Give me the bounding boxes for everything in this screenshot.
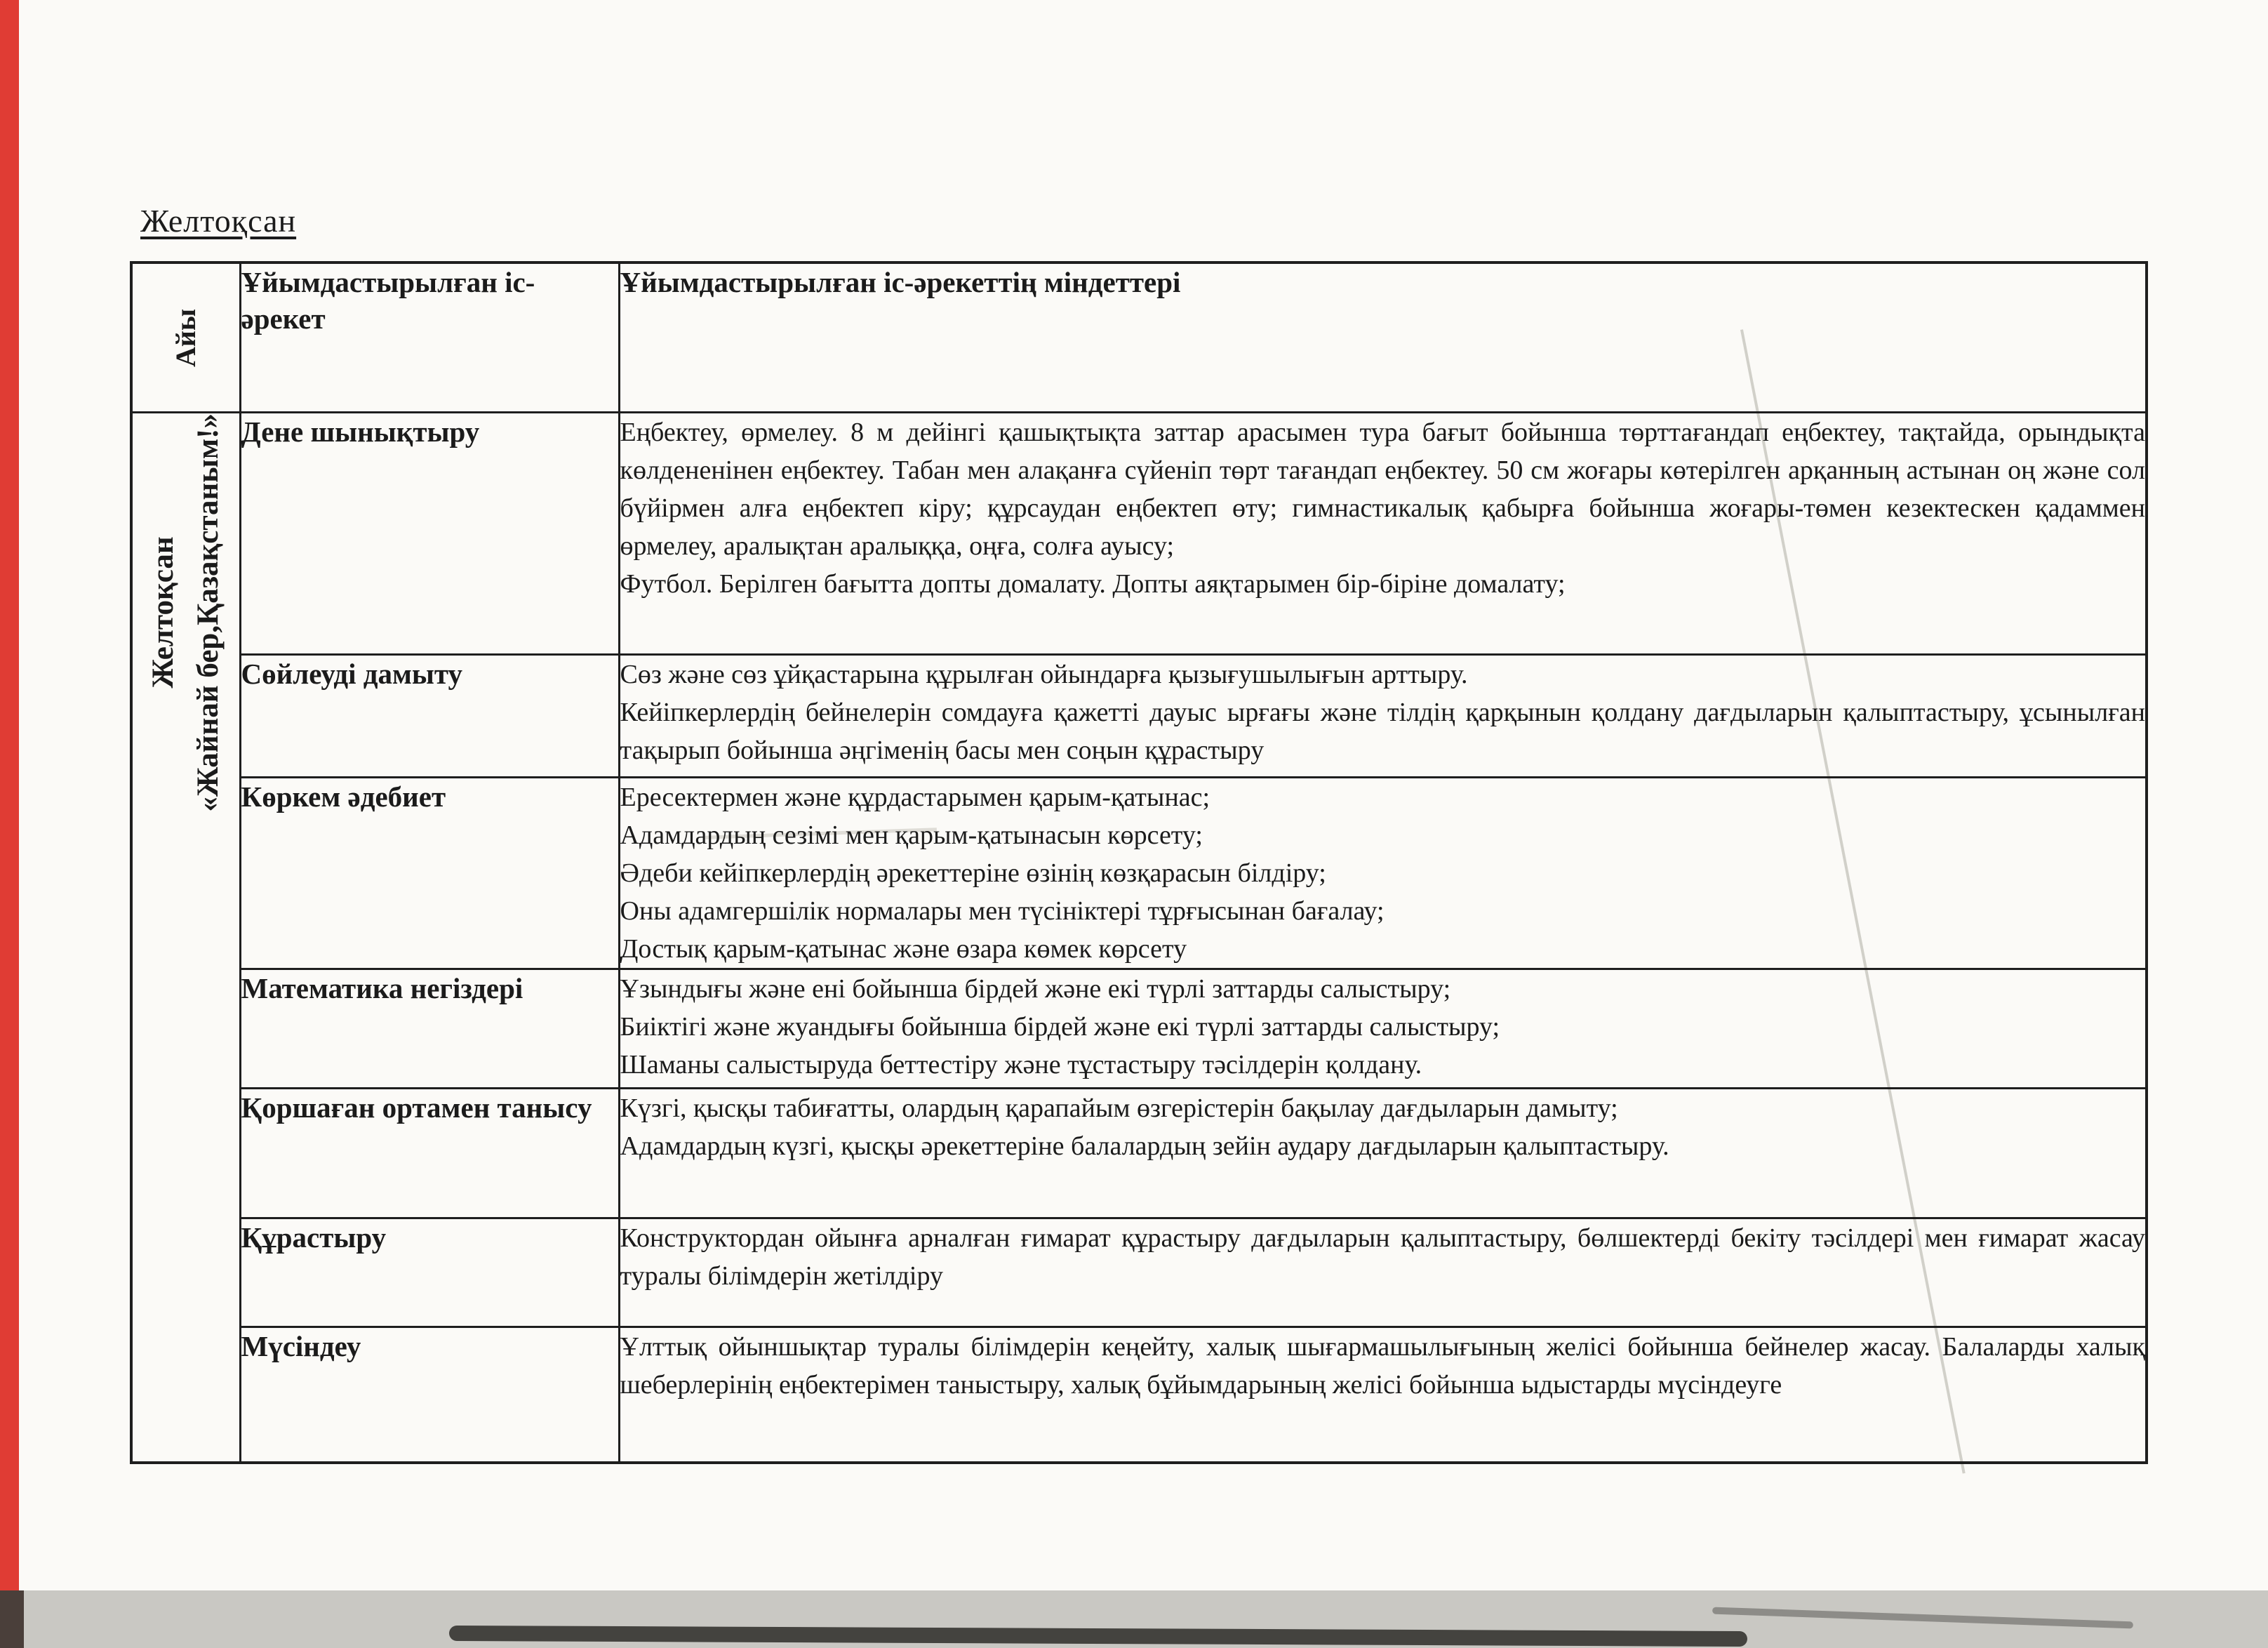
- objective-paragraph: Әдеби кейіпкерлердің әрекеттеріне өзінің көзқарасын білдіру;: [620, 858, 1326, 888]
- month-theme: «Жайнай бер,Қазақстаным!»: [191, 413, 225, 812]
- objective-paragraph: Ұлттық ойыншықтар туралы білімдерін кеңейту, халық шығармашылығының желісі бойынша бейнелер жасау. Балаларды халық шеберлерінің еңбектерімен таныстыру, халық бұйымдарының желісі бойынша ыдыстарды мүсіндеуге: [620, 1331, 2145, 1400]
- objective-paragraph: Конструктордан ойынға арналған ғимарат құрастыру дағдыларын қалыптастыру, бөлшектерді бекіту тәсілдері мен ғимарат жасау туралы білімдерін жетілдіру: [620, 1223, 2145, 1291]
- page-title: Желтоқсан: [140, 203, 297, 239]
- objective-paragraph: Ересектермен және құрдастарымен қарым-қатынас;: [620, 782, 1210, 812]
- table-row: [131, 777, 2147, 969]
- activity-label: Қоршаған ортамен танысу: [240, 1088, 619, 1218]
- objectives-cell: [619, 777, 2147, 969]
- objective-paragraph: Футбол. Берілген бағытта допты домалату. Допты аяқтарымен бір-біріне домалату;: [620, 569, 1566, 599]
- table-row: [131, 654, 2147, 777]
- objective-paragraph: Адамдардың күзгі, қысқы әрекеттеріне балалардың зейін аудару дағдыларын қалыптастыру.: [620, 1131, 1669, 1161]
- objective-paragraph: Кейіпкерлердің бейнелерін сомдауға қажетті дауыс ырғағы және тілдің қарқынын қолдану дағдыларын қалыптастыру, ұсынылған тақырып бойынша әңгіменің басы мен соңын құрастыру: [620, 697, 2145, 765]
- month-rotated-text: [141, 413, 231, 812]
- objectives-cell: [619, 1327, 2147, 1463]
- table-row: [131, 969, 2147, 1088]
- objective-paragraph: Достық қарым-қатынас және өзара көмек көрсету: [620, 933, 1187, 964]
- month-cell: [131, 412, 240, 1463]
- header-cell-month: [131, 263, 240, 412]
- objective-paragraph: Сөз және сөз ұйқастарына құрылған ойындарға қызығушылығын арттыру.: [620, 659, 1468, 689]
- table-row: [131, 1327, 2147, 1463]
- objective-paragraph: Оны адамгершілік нормалары мен түсініктері тұрғысынан бағалау;: [620, 896, 1385, 926]
- activity-label: Математика негіздері: [240, 969, 619, 1088]
- objectives-cell: [619, 654, 2147, 777]
- activity-label: Сөйлеуді дамыту: [240, 654, 619, 777]
- table-row: [131, 1218, 2147, 1327]
- header-cell-activity: Ұйымдастырылған іс-әрекет: [240, 263, 619, 412]
- table-row: [131, 412, 2147, 654]
- activity-label: Құрастыру: [240, 1218, 619, 1327]
- objectives-cell: [619, 1088, 2147, 1218]
- objective-paragraph: Еңбектеу, өрмелеу. 8 м дейінгі қашықтықта заттар арасымен тура бағыт бойынша төрттағандап еңбектеу, тақтайда, орындықта көлдененінен еңбектеу. Табан мен алақанға сүйеніп төрт тағандап еңбектеу. 50 см жоғары көтерілген арқанның астынан оң және сол бүйірмен алға еңбектеп кіру; құрсаудан еңбектеп өту; гимнастикалық қабырға бойынша жоғары-төмен кезектескен қадаммен өрмелеу, аралықтан аралыққа, оңға, солға ауысу;: [620, 417, 2145, 561]
- objectives-cell: [619, 412, 2147, 654]
- objectives-cell: [619, 969, 2147, 1088]
- table-row: [131, 1088, 2147, 1218]
- scan-red-strip: [0, 0, 19, 1590]
- objective-paragraph: Ұзындығы және ені бойынша бірдей және екі түрлі заттарды салыстыру;: [620, 973, 1451, 1004]
- objective-paragraph: Биіктігі және жуандығы бойынша бірдей және екі түрлі заттарды салыстыру;: [620, 1011, 1500, 1042]
- activity-label: Мүсіндеу: [240, 1327, 619, 1463]
- header-cell-objectives: Ұйымдастырылған іс-әрекеттің міндеттері: [619, 263, 2147, 412]
- objectives-cell: [619, 1218, 2147, 1327]
- activity-label: Дене шынықтыру: [240, 412, 619, 654]
- header-row: [131, 263, 2147, 412]
- scan-corner-block: [0, 1590, 24, 1648]
- schedule-table: [130, 261, 2148, 1464]
- objective-paragraph: Күзгі, қысқы табиғатты, олардың қарапайым өзгерістерін бақылау дағдыларын дамыту;: [620, 1093, 1618, 1123]
- activity-label: Көркем әдебиет: [240, 777, 619, 969]
- month-column-header: Айы: [170, 308, 202, 367]
- month-name: Желтоқсан: [146, 536, 180, 689]
- objective-paragraph: Адамдардың сезімі мен қарым-қатынасын көрсету;: [620, 820, 1203, 850]
- objective-paragraph: Шаманы салыстыруда беттестіру және тұстастыру тәсілдерін қолдану.: [620, 1049, 1422, 1079]
